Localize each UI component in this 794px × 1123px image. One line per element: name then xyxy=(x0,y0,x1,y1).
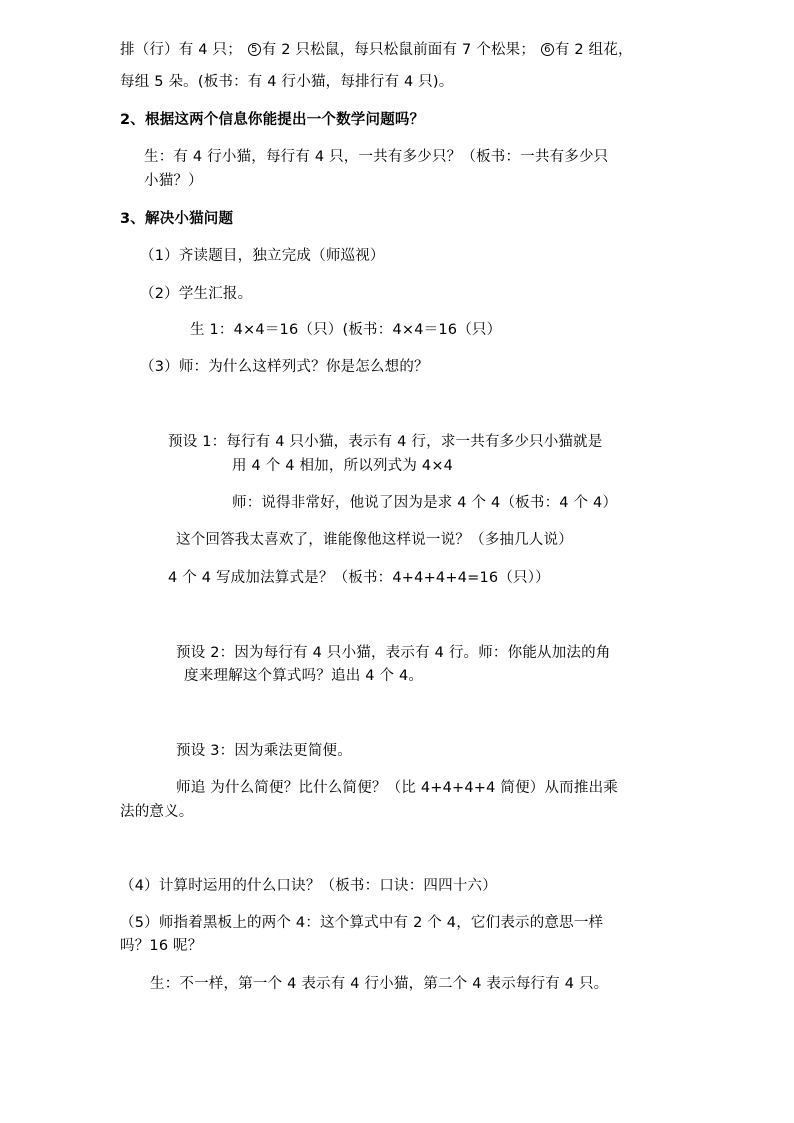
step-2: （2）学生汇报。 xyxy=(140,286,253,302)
teacher-followup: 师追 为什么简便？比什么简便？（比 4+4+4+4 简便）从而推出乘 xyxy=(176,780,618,796)
teacher-comment: 师：说得非常好，他说了因为是求 4 个 4（板书：4 个 4） xyxy=(232,495,618,511)
preset-3: 预设 3：因为乘法更简便。 xyxy=(176,743,352,759)
line-1-part-a: 排（行）有 4 只； xyxy=(120,42,242,58)
section-heading-2: 2、根据这两个信息你能提出一个数学问题吗？ xyxy=(120,112,425,128)
student-answer-1-cont: 小猫？） xyxy=(144,173,203,189)
line-1-part-b: 有 2 只松鼠，每只松鼠前面有 7 个松果； xyxy=(261,42,536,58)
section-heading-3: 3、解决小猫问题 xyxy=(120,211,234,227)
circled-number-5: 5 xyxy=(248,43,261,56)
addition-expression: 4 个 4 写成加法算式是？（板书：4+4+4+4=16（只）） xyxy=(168,570,550,586)
student-answer-final: 生：不一样，第一个 4 表示有 4 行小猫，第二个 4 表示每行有 4 只。 xyxy=(150,976,609,992)
circled-number-6: 6 xyxy=(541,43,554,56)
preset-1-cont: 用 4 个 4 相加，所以列式为 4×4 xyxy=(232,458,454,474)
student-1-answer: 生 1：4×4＝16（只）(板书：4×4＝16（只） xyxy=(190,322,502,338)
preset-1: 预设 1：每行有 4 只小猫，表示有 4 行，求一共有多少只小猫就是 xyxy=(168,434,603,450)
text-line-2: 每组 5 朵。(板书：有 4 行小猫，每排行有 4 只)。 xyxy=(120,74,454,90)
teacher-praise: 这个回答我太喜欢了，谁能像他这样说一说？（多抽几人说） xyxy=(176,532,573,548)
step-5-cont: 吗？16 呢？ xyxy=(120,938,203,954)
preset-2: 预设 2：因为每行有 4 只小猫，表示有 4 行。师：你能从加法的角 xyxy=(176,645,611,661)
line-1-part-c: 有 2 组花， xyxy=(554,42,633,58)
student-answer-1: 生：有 4 行小猫，每行有 4 只，一共有多少只？（板书：一共有多少只 xyxy=(144,149,609,165)
step-3: （3）师：为什么这样列式？你是怎么想的？ xyxy=(140,359,429,375)
teacher-followup-cont: 法的意义。 xyxy=(120,804,194,820)
step-4: （4）计算时运用的什么口诀？（板书：口诀：四四十六） xyxy=(120,878,497,894)
step-1: （1）齐读题目，独立完成（师巡视） xyxy=(140,248,385,264)
text-line-1 xyxy=(120,40,633,60)
step-5: （5）师指着黑板上的两个 4：这个算式中有 2 个 4，它们表示的意思一样 xyxy=(120,915,604,931)
preset-2-cont: 度来理解这个算式吗？追出 4 个 4。 xyxy=(184,668,424,684)
